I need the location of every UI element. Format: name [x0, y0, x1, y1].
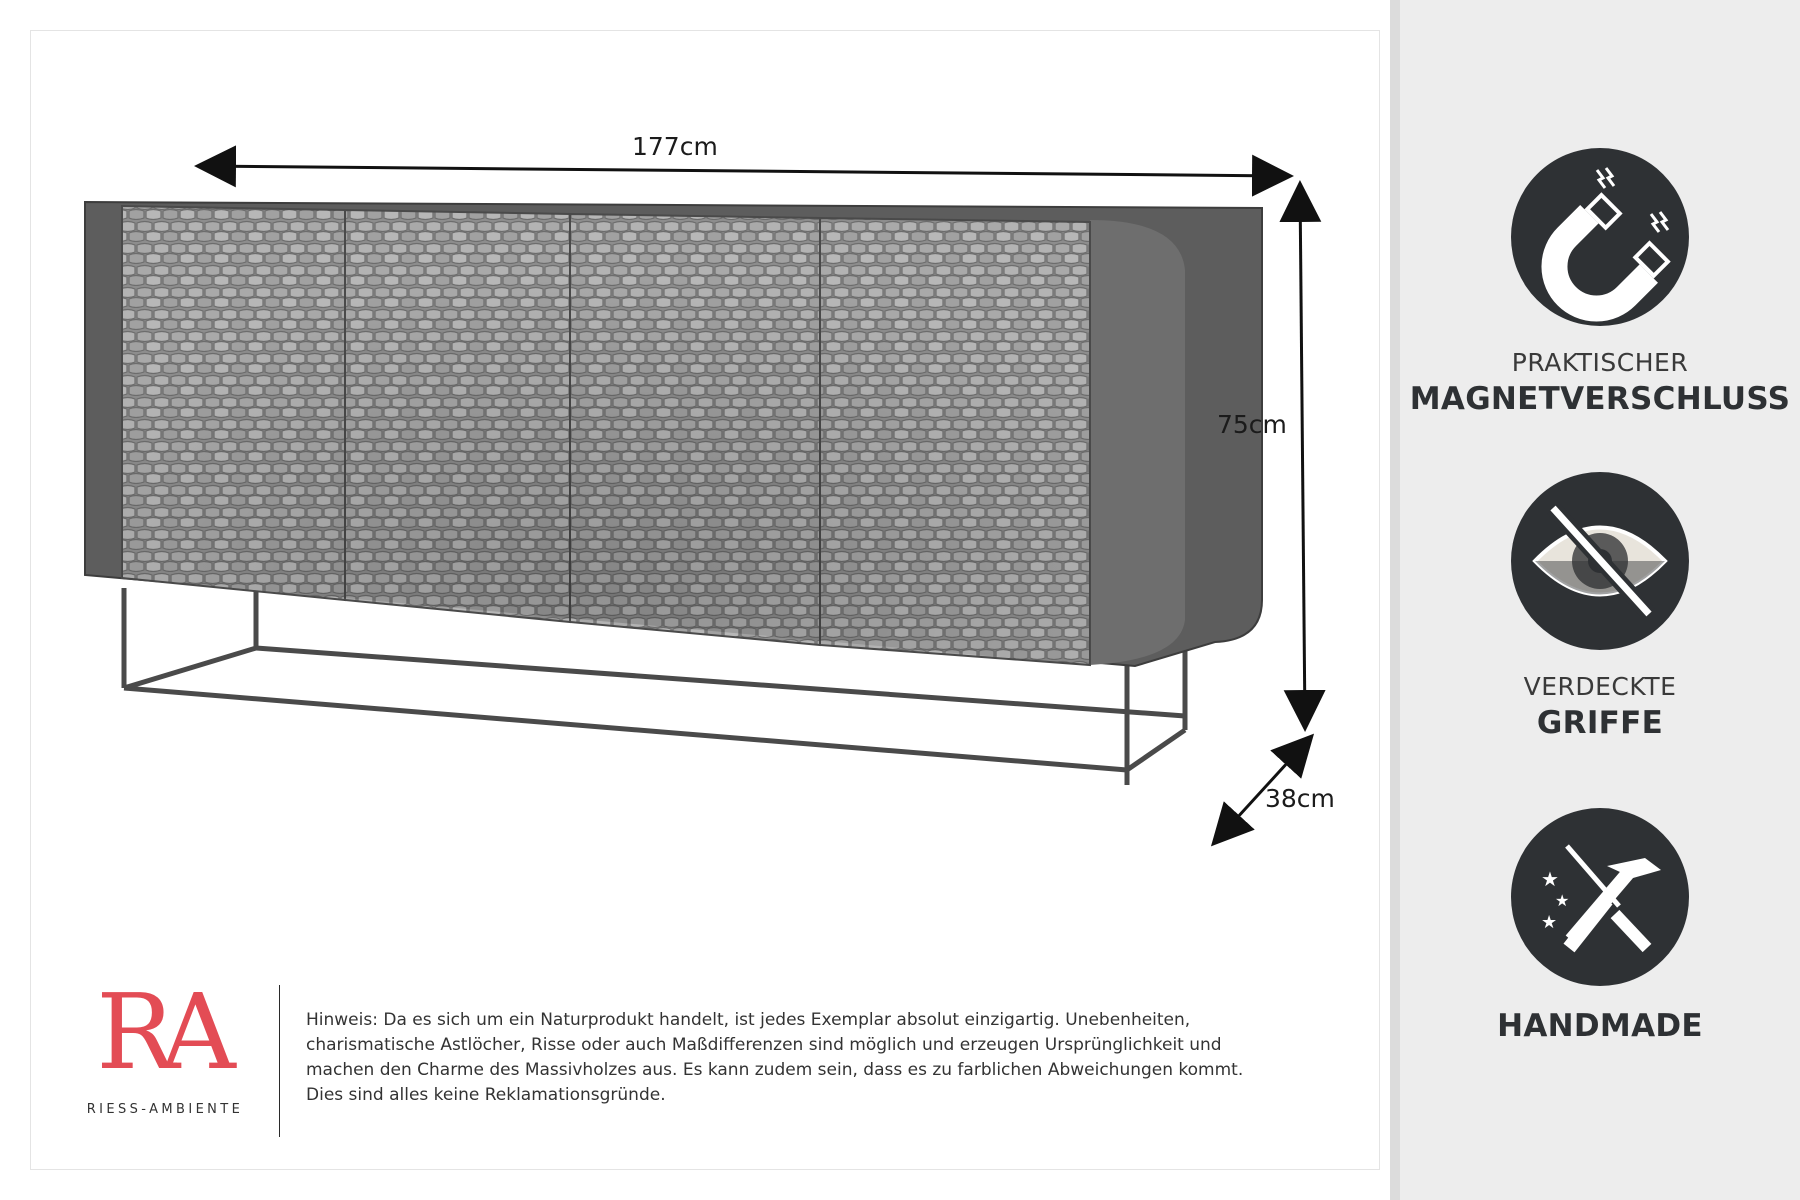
depth-label: 38cm [1265, 784, 1335, 813]
hidden-eye-icon [1511, 472, 1689, 650]
feature-circle [1511, 472, 1689, 650]
feature-title-line1: VERDECKTE [1523, 672, 1677, 701]
magnet-icon [1511, 148, 1689, 326]
tools-icon [1511, 808, 1689, 986]
feature-circle [1511, 148, 1689, 326]
brand-block [80, 971, 250, 1117]
width-arrow [200, 166, 1288, 176]
svg-text:★: ★ [1541, 912, 1558, 933]
brand-name: RIESS-AMBIENTE [86, 1102, 244, 1117]
cabinet-side [1090, 220, 1185, 665]
height-label: 75cm [1217, 410, 1287, 439]
svg-text:★: ★ [1555, 891, 1570, 910]
feature-panel [1390, 0, 1800, 1200]
width-label: 177cm [632, 132, 718, 161]
brand-logo: RA [96, 971, 222, 1093]
product-note: Hinweis: Da es sich um ein Naturprodukt handelt, ist jedes Exemplar absolut einzigartig. Unebenheiten, charismatische Astlöcher, Risse oder auch Maßdifferenzen sind möglich und erzeugen Ursprünglichkeit und machen den Charme des Massivholzes aus. Es kann zudem sein, dass es zu farblichen Abweichungen kommt. Dies sind alles keine Reklamationsgründe. [306, 1010, 1244, 1105]
divider [279, 985, 280, 1137]
feature-title-line2: GRIFFE [1536, 705, 1664, 741]
feature-title-line2: HANDMADE [1497, 1008, 1703, 1044]
feature-magnet [1400, 148, 1800, 417]
feature-circle [1511, 808, 1689, 986]
feature-hidden-handles [1400, 472, 1800, 741]
feature-handmade [1400, 808, 1800, 1044]
door-panels [122, 206, 1090, 665]
height-arrow [1300, 186, 1305, 726]
feature-title-line1: PRAKTISCHER [1511, 348, 1689, 377]
svg-text:★: ★ [1541, 867, 1559, 891]
feature-title-line2: MAGNETVERSCHLUSS [1409, 381, 1791, 417]
